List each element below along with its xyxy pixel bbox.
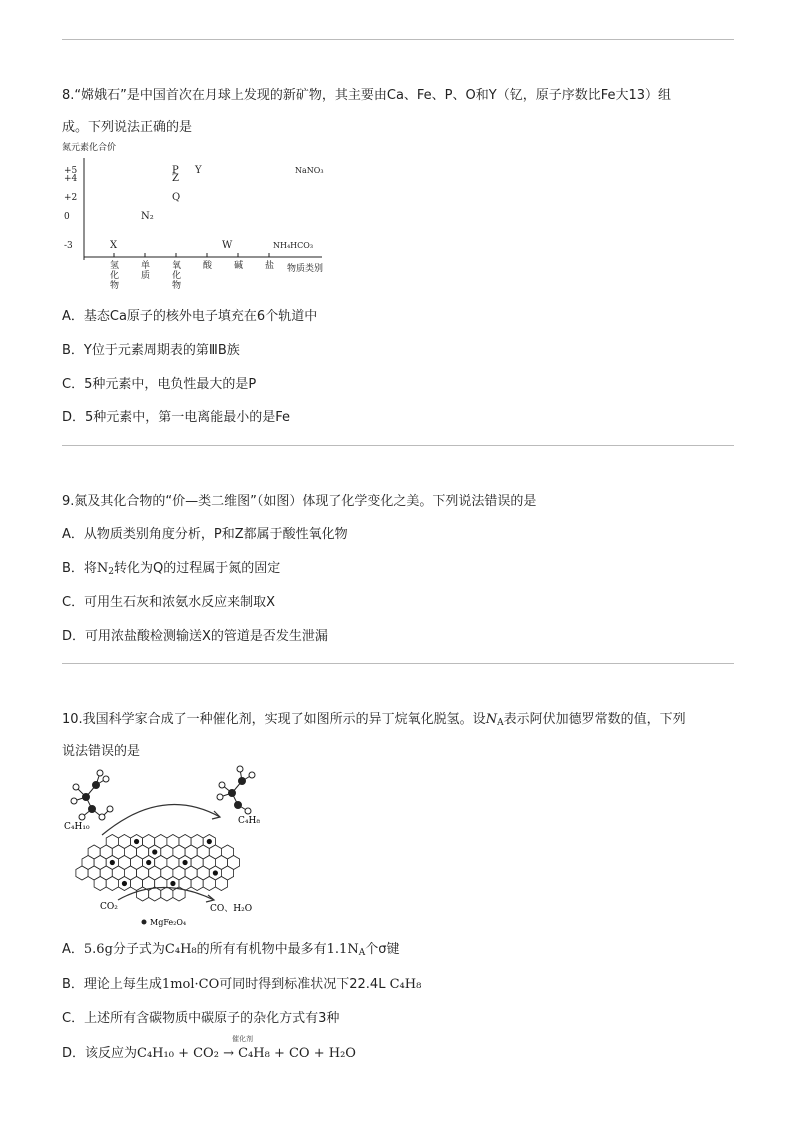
catalyst-site xyxy=(207,839,212,844)
opt-a-count: 1.1N xyxy=(326,942,359,957)
category-label: 氢 xyxy=(110,261,120,271)
label-c4h10: C₄H₁₀ xyxy=(64,822,90,832)
q8-option-c: C．5种元素中，电负性最大的是P xyxy=(62,377,257,392)
catalyst-site xyxy=(122,881,127,886)
hexagon-cell xyxy=(106,877,118,891)
opt-a-mass: 5.6g xyxy=(83,942,113,957)
q10-stem-line1 xyxy=(62,708,686,728)
point-NaNO₃: NaNO₃ xyxy=(295,166,324,175)
q9-option-b-post: 转化为Q的过程属于氮的固定 xyxy=(114,561,281,576)
q9-stem: 9.氮及其化合物的“价—类二维图”（如图）体现了化学变化之美。下列说法错误的是 xyxy=(62,494,537,509)
q8-option-b: B．Y位于元素周期表的第ⅢB族 xyxy=(62,343,240,358)
opt-b-pre: B．理论上每生成 xyxy=(62,977,162,992)
opt-d-reactants: C₄H₁₀ + CO₂ xyxy=(137,1046,219,1061)
y-tick-label: -3 xyxy=(64,241,73,251)
label-c4h8: C₄H₈ xyxy=(238,816,260,826)
point-NH₄HCO₃: NH₄HCO₃ xyxy=(273,241,314,250)
q9-option-d: D．可用浓盐酸检测输送X的管道是否发生泄漏 xyxy=(62,629,328,644)
point-W: W xyxy=(222,240,233,251)
catalyst-site xyxy=(213,870,218,875)
opt-a-pre: A． xyxy=(62,942,84,957)
q9-option-a: A．从物质类别角度分析，P和Z都属于酸性氧化物 xyxy=(62,527,348,542)
opt-a-count-sub: A xyxy=(358,948,366,958)
catalyst-site xyxy=(152,849,157,854)
x-categories xyxy=(110,253,274,291)
point-P: P xyxy=(172,165,179,176)
na-symbol: N xyxy=(485,712,498,727)
catalyst-site xyxy=(134,839,139,844)
hexagon-cell xyxy=(161,887,173,901)
y-tick-label: 0 xyxy=(64,212,70,222)
q8-option-a: A．基态Ca原子的核外电子填充在6个轨道中 xyxy=(62,309,318,324)
point-N₂: N₂ xyxy=(141,211,154,222)
molecule-c4h8 xyxy=(217,766,255,814)
opt-d-arrow: → xyxy=(223,1046,234,1061)
q9-option-c: C．可用生石灰和浓氨水反应来制取X xyxy=(62,595,275,610)
q10-option-d xyxy=(62,1042,356,1061)
catalysis-diagram xyxy=(62,765,262,930)
category-label: 盐 xyxy=(265,261,275,271)
q9-option-b-pre: B．将 xyxy=(62,561,97,576)
legend-dot xyxy=(142,920,147,925)
category-label: 化 xyxy=(172,271,182,281)
category-label: 氧 xyxy=(172,261,182,271)
catalyst-site xyxy=(146,860,151,865)
molecule-c4h10 xyxy=(71,770,113,820)
opt-d-products: C₄H₈ + CO + H₂O xyxy=(238,1046,356,1061)
q10-na xyxy=(486,712,504,727)
q9-option-b xyxy=(62,557,280,577)
chart-ylabel: 氮元素化合价 xyxy=(62,143,117,153)
category-label: 酸 xyxy=(203,261,213,271)
divider-q8-q9 xyxy=(62,445,734,446)
opt-a-post: 个σ键 xyxy=(365,942,400,957)
divider-top xyxy=(62,39,734,40)
q10-option-b xyxy=(62,973,421,992)
q8-stem-line2: 成。下列说法正确的是 xyxy=(62,120,193,135)
opt-a-mid: 分子式为 xyxy=(112,942,165,957)
divider-q9-q10 xyxy=(62,663,734,664)
hexagon-cell xyxy=(76,866,88,880)
catalyst-label: 催化剂 xyxy=(232,1035,253,1043)
label-co-h2o: CO、H₂O xyxy=(210,904,253,914)
point-Y: Y xyxy=(195,165,202,176)
opt-a-formula: C₄H₈ xyxy=(164,942,197,957)
point-X: X xyxy=(110,240,118,251)
opt-b-amount: 1mol·CO xyxy=(161,977,220,992)
valence-class-chart xyxy=(62,140,352,300)
opt-a-mid2: 的所有有机物中最多有 xyxy=(196,942,327,957)
catalyst-site xyxy=(182,860,187,865)
hexagon-cell xyxy=(94,877,106,891)
y-tick-label: +2 xyxy=(64,193,78,203)
hexagon-cell xyxy=(203,877,215,891)
q8-option-d: D．5种元素中，第一电离能最小的是Fe xyxy=(62,410,291,425)
q8-stem-line1: 8.“嫦娥石”是中国首次在月球上发现的新矿物，其主要由Ca、Fe、P、O和Y（钇，原子序数比Fe大13）组 xyxy=(62,88,672,103)
na-subscript: A xyxy=(497,718,504,728)
category-label: 物 xyxy=(172,281,182,291)
n-symbol: N xyxy=(96,561,109,576)
q9-option-b-n2 xyxy=(97,561,114,576)
category-label: 碱 xyxy=(234,261,244,271)
opt-b-formula: C₄H₈ xyxy=(389,977,422,992)
catalyst-site xyxy=(110,860,115,865)
point-Q: Q xyxy=(172,192,181,203)
opt-b-mid: 可同时得到标准状况下22.4L xyxy=(219,977,386,992)
category-label: 单 xyxy=(141,261,151,271)
category-label: 质 xyxy=(141,271,151,281)
chart-xlabel: 物质类别 xyxy=(287,264,324,274)
label-co2: CO₂ xyxy=(100,902,118,912)
q10-stem-post: 表示阿伏加德罗常数的值，下列 xyxy=(503,712,686,727)
n-subscript: 2 xyxy=(108,567,115,577)
y-tick-label: +5 xyxy=(64,166,78,176)
catalyst-site xyxy=(170,881,175,886)
chart-points xyxy=(110,165,324,251)
q10-option-a xyxy=(62,938,399,958)
opt-d-pre: D．该反应为 xyxy=(62,1046,138,1061)
y-ticks xyxy=(64,166,78,251)
y-tick-label: +4 xyxy=(64,174,78,184)
q10-stem-line2: 说法错误的是 xyxy=(62,744,141,759)
hexagon-cell xyxy=(191,877,203,891)
q10-option-c: C．上述所有含碳物质中碳原子的杂化方式有3种 xyxy=(62,1011,340,1026)
category-label: 化 xyxy=(110,271,120,281)
hexagon-cell xyxy=(215,877,227,891)
legend-mgfe2o4: MgFe₂O₄ xyxy=(150,918,187,927)
top-arrow xyxy=(102,805,220,835)
q10-stem-pre: 10.我国科学家合成了一种催化剂，实现了如图所示的异丁烷氧化脱氢。设 xyxy=(62,712,486,727)
catalyst-sheet xyxy=(76,835,240,902)
point-Z: Z xyxy=(172,173,179,184)
category-label: 物 xyxy=(110,281,120,291)
